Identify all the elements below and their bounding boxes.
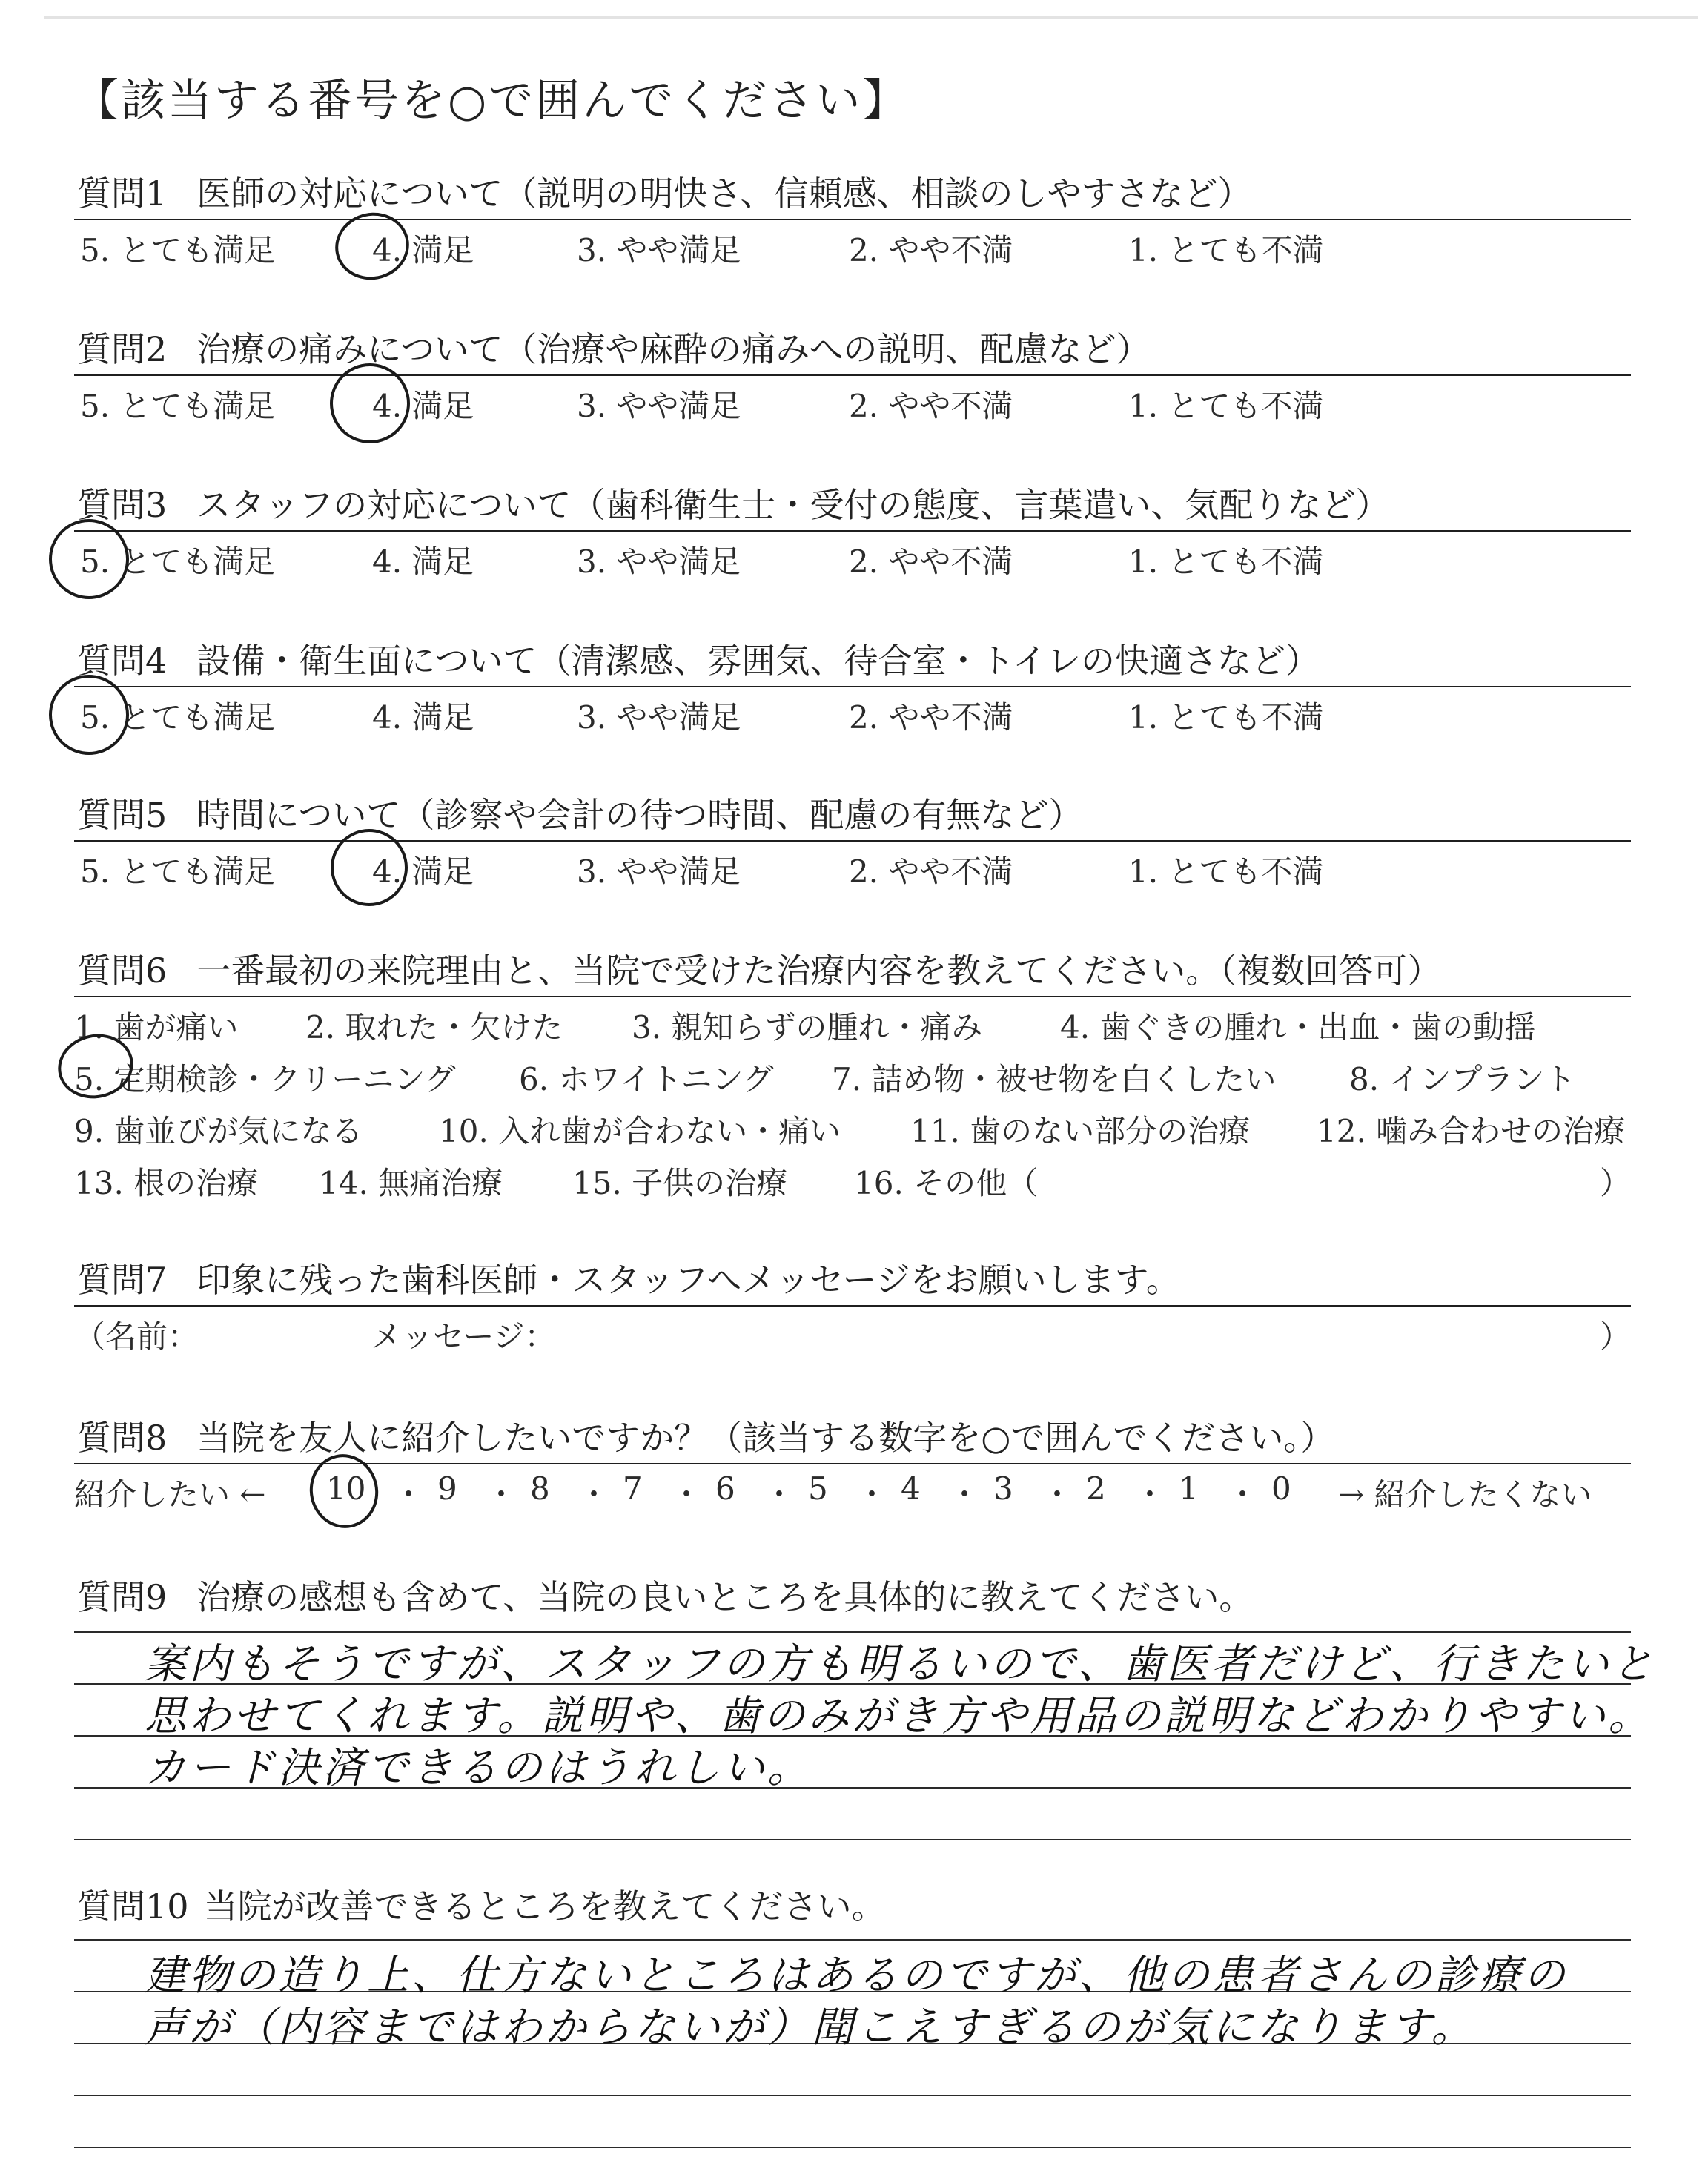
question-10 bbox=[74, 1880, 1631, 1929]
scale-dot: ・ bbox=[486, 1476, 517, 1513]
scale-0[interactable]: 0 bbox=[1271, 1470, 1291, 1507]
page-title: 【該当する番号を○で囲んでください】 bbox=[74, 75, 910, 127]
option-4[interactable]: 4. 満足 bbox=[372, 699, 474, 736]
rating-options bbox=[74, 220, 1631, 266]
option-3[interactable]: 3. やや満足 bbox=[577, 699, 741, 736]
option-2[interactable]: 2. やや不満 bbox=[849, 853, 1013, 890]
question-text: 設備・衛生面について（清潔感、雰囲気、待合室・トイレの快適さなど） bbox=[196, 641, 1320, 681]
reason-option[interactable]: 16. その他（ bbox=[854, 1165, 1039, 1201]
reason-option[interactable]: 10. 入れ歯が合わない・痛い bbox=[439, 1113, 841, 1149]
option-2[interactable]: 2. やや不満 bbox=[849, 544, 1013, 580]
other-close-paren: ） bbox=[1599, 1165, 1631, 1201]
question-text: スタッフの対応について（歯科衛生士・受付の態度、言葉遣い、気配りなど） bbox=[196, 485, 1390, 525]
scale-6[interactable]: 6 bbox=[715, 1470, 735, 1507]
option-5[interactable]: 5. とても満足 bbox=[80, 699, 276, 736]
handwritten-line: 建物の造り上、仕方ないところはあるのですが、他の患者さんの診療の bbox=[145, 1952, 1568, 2000]
option-4[interactable]: 4. 満足 bbox=[372, 544, 474, 580]
handwritten-line: 案内もそうですが、スタッフの方も明るいので、歯医者だけど、行きたいと bbox=[145, 1640, 1656, 1688]
reason-option[interactable]: 2. 取れた・欠けた bbox=[305, 1009, 563, 1046]
reason-option[interactable]: 8. インプラント bbox=[1349, 1061, 1576, 1097]
reason-option[interactable]: 7. 詰め物・被せ物を白くしたい bbox=[832, 1061, 1277, 1097]
question-8 bbox=[74, 1411, 1631, 1513]
reason-row-2 bbox=[74, 1049, 1631, 1101]
option-3[interactable]: 3. やや満足 bbox=[577, 544, 741, 580]
question-10-heading bbox=[74, 1880, 1631, 1929]
answer-line bbox=[74, 2095, 1631, 2096]
handwritten-line: 思わせてくれます。説明や、歯のみがき方や用品の説明などわかりやすい。 bbox=[145, 1692, 1653, 1740]
question-label: 質問1 bbox=[77, 174, 168, 214]
scale-dot: ・ bbox=[393, 1476, 425, 1513]
question-2 bbox=[74, 323, 1631, 422]
message-label: メッセージ： bbox=[371, 1318, 556, 1355]
option-1[interactable]: 1. とても不満 bbox=[1128, 232, 1324, 268]
question-text: 治療の痛みについて（治療や麻酔の痛みへの説明、配慮など） bbox=[196, 329, 1151, 369]
question-8-heading bbox=[74, 1411, 1631, 1460]
scale-dot: ・ bbox=[949, 1476, 981, 1513]
question-3-heading bbox=[74, 478, 1631, 527]
question-5 bbox=[74, 788, 1631, 888]
message-close-paren: ） bbox=[1599, 1318, 1631, 1355]
question-6-heading bbox=[74, 944, 1631, 993]
reason-option[interactable]: 6. ホワイトニング bbox=[519, 1061, 774, 1097]
question-text: 当院を友人に紹介したいですか？（該当する数字を○で囲んでください。） bbox=[196, 1418, 1335, 1458]
reason-option[interactable]: 4. 歯ぐきの腫れ・出血・歯の動揺 bbox=[1060, 1009, 1536, 1046]
answer-line bbox=[74, 1939, 1631, 1941]
option-3[interactable]: 3. やや満足 bbox=[577, 388, 741, 424]
option-3[interactable]: 3. やや満足 bbox=[577, 232, 741, 268]
scale-3[interactable]: 3 bbox=[993, 1470, 1013, 1507]
question-text: 治療の感想も含めて、当院の良いところを具体的に教えてください。 bbox=[196, 1577, 1254, 1617]
question-7-heading bbox=[74, 1253, 1631, 1302]
question-label: 質問7 bbox=[77, 1260, 168, 1300]
question-text: 一番最初の来院理由と、当院で受けた治療内容を教えてください。（複数回答可） bbox=[196, 951, 1442, 991]
option-4[interactable]: 4. 満足 bbox=[372, 388, 474, 424]
scale-dot: ・ bbox=[671, 1476, 703, 1513]
answer-line bbox=[74, 1839, 1631, 1840]
option-1[interactable]: 1. とても不満 bbox=[1128, 544, 1324, 580]
scale-2[interactable]: 2 bbox=[1086, 1470, 1106, 1507]
reason-option[interactable]: 15. 子供の治療 bbox=[572, 1165, 788, 1201]
selection-circle bbox=[329, 206, 416, 287]
q9-answer-area[interactable] bbox=[74, 1631, 1656, 1869]
reason-row-1 bbox=[74, 997, 1631, 1049]
reason-row-3 bbox=[74, 1101, 1631, 1153]
referral-scale bbox=[74, 1464, 1631, 1513]
handwritten-line: 声が（内容まではわからないが）聞こえすぎるのが気になります。 bbox=[145, 2004, 1476, 2052]
scale-9[interactable]: 9 bbox=[437, 1470, 457, 1507]
scale-4[interactable]: 4 bbox=[901, 1470, 921, 1507]
option-2[interactable]: 2. やや不満 bbox=[849, 699, 1013, 736]
question-7 bbox=[74, 1253, 1631, 1353]
question-4 bbox=[74, 634, 1631, 736]
option-1[interactable]: 1. とても不満 bbox=[1128, 388, 1324, 424]
option-5[interactable]: 5. とても満足 bbox=[80, 853, 276, 890]
scale-8[interactable]: 8 bbox=[530, 1470, 550, 1507]
question-label: 質問6 bbox=[77, 951, 168, 991]
question-3 bbox=[74, 478, 1631, 578]
scale-7[interactable]: 7 bbox=[623, 1470, 643, 1507]
scale-5[interactable]: 5 bbox=[808, 1470, 828, 1507]
scan-edge-line bbox=[44, 16, 1698, 19]
option-4[interactable]: 4. 満足 bbox=[372, 853, 474, 890]
option-5[interactable]: 5. とても満足 bbox=[80, 544, 276, 580]
option-1[interactable]: 1. とても不満 bbox=[1128, 853, 1324, 890]
scale-right-label: → 紹介したくない bbox=[1338, 1476, 1592, 1513]
q10-answer-area[interactable] bbox=[74, 1939, 1631, 2154]
question-6 bbox=[74, 944, 1631, 1205]
question-5-heading bbox=[74, 788, 1631, 837]
reason-option[interactable]: 14. 無痛治療 bbox=[319, 1165, 503, 1201]
question-label: 質問3 bbox=[77, 485, 168, 525]
question-9-heading bbox=[74, 1571, 1631, 1619]
question-2-heading bbox=[74, 323, 1631, 371]
scale-dot: ・ bbox=[578, 1476, 610, 1513]
rating-options bbox=[74, 376, 1631, 422]
reason-option[interactable]: 11. 歯のない部分の治療 bbox=[910, 1113, 1251, 1149]
rating-options bbox=[74, 687, 1631, 736]
question-label: 質問10 bbox=[77, 1886, 189, 1926]
question-1-heading bbox=[74, 167, 1631, 216]
reason-row-4 bbox=[74, 1153, 1631, 1205]
question-4-heading bbox=[74, 634, 1631, 683]
option-5[interactable]: 5. とても満足 bbox=[80, 232, 276, 268]
rating-options bbox=[74, 842, 1631, 888]
option-1[interactable]: 1. とても不満 bbox=[1128, 699, 1324, 736]
question-label: 質問2 bbox=[77, 329, 168, 369]
question-label: 質問8 bbox=[77, 1418, 168, 1458]
question-text: 当院が改善できるところを教えてください。 bbox=[203, 1886, 886, 1926]
scale-dot: ・ bbox=[1134, 1476, 1166, 1513]
option-2[interactable]: 2. やや不満 bbox=[849, 388, 1013, 424]
scale-dot: ・ bbox=[1042, 1476, 1073, 1513]
scale-dot: ・ bbox=[764, 1476, 795, 1513]
name-message-row bbox=[74, 1307, 1631, 1353]
scale-dot: ・ bbox=[1227, 1476, 1259, 1513]
reason-option[interactable]: 12. 噛み合わせの治療 bbox=[1317, 1113, 1626, 1149]
option-5[interactable]: 5. とても満足 bbox=[80, 388, 276, 424]
scale-10[interactable]: 10 bbox=[326, 1470, 366, 1507]
option-4[interactable]: 4. 満足 bbox=[372, 232, 474, 268]
question-1 bbox=[74, 167, 1631, 266]
reason-option[interactable]: 1. 歯が痛い bbox=[74, 1009, 239, 1046]
question-label: 質問5 bbox=[77, 795, 168, 835]
reason-option[interactable]: 9. 歯並びが気になる bbox=[74, 1113, 363, 1149]
question-label: 質問4 bbox=[77, 641, 168, 681]
handwritten-line: カード決済できるのはうれしい。 bbox=[145, 1744, 812, 1792]
scale-dot: ・ bbox=[856, 1476, 888, 1513]
scale-left-label: 紹介したい ← bbox=[74, 1476, 266, 1513]
scale-1[interactable]: 1 bbox=[1179, 1470, 1199, 1507]
question-text: 印象に残った歯科医師・スタッフへメッセージをお願いします。 bbox=[196, 1260, 1180, 1300]
name-label: （名前： bbox=[74, 1318, 199, 1355]
question-text: 医師の対応について（説明の明快さ、信頼感、相談のしやすさなど） bbox=[196, 174, 1252, 214]
question-label: 質問9 bbox=[77, 1577, 168, 1617]
reason-option[interactable]: 3. 親知らずの腫れ・痛み bbox=[632, 1009, 983, 1046]
question-9 bbox=[74, 1571, 1631, 1619]
selection-circle bbox=[303, 1448, 385, 1535]
reason-option[interactable]: 13. 根の治療 bbox=[74, 1165, 259, 1201]
question-text: 時間について（診察や会計の待つ時間、配慮の有無など） bbox=[196, 795, 1083, 835]
option-2[interactable]: 2. やや不満 bbox=[849, 232, 1013, 268]
option-3[interactable]: 3. やや満足 bbox=[577, 853, 741, 890]
reason-option[interactable]: 5. 定期検診・クリーニング bbox=[74, 1061, 456, 1097]
answer-line bbox=[74, 2147, 1631, 2148]
rating-options bbox=[74, 532, 1631, 578]
